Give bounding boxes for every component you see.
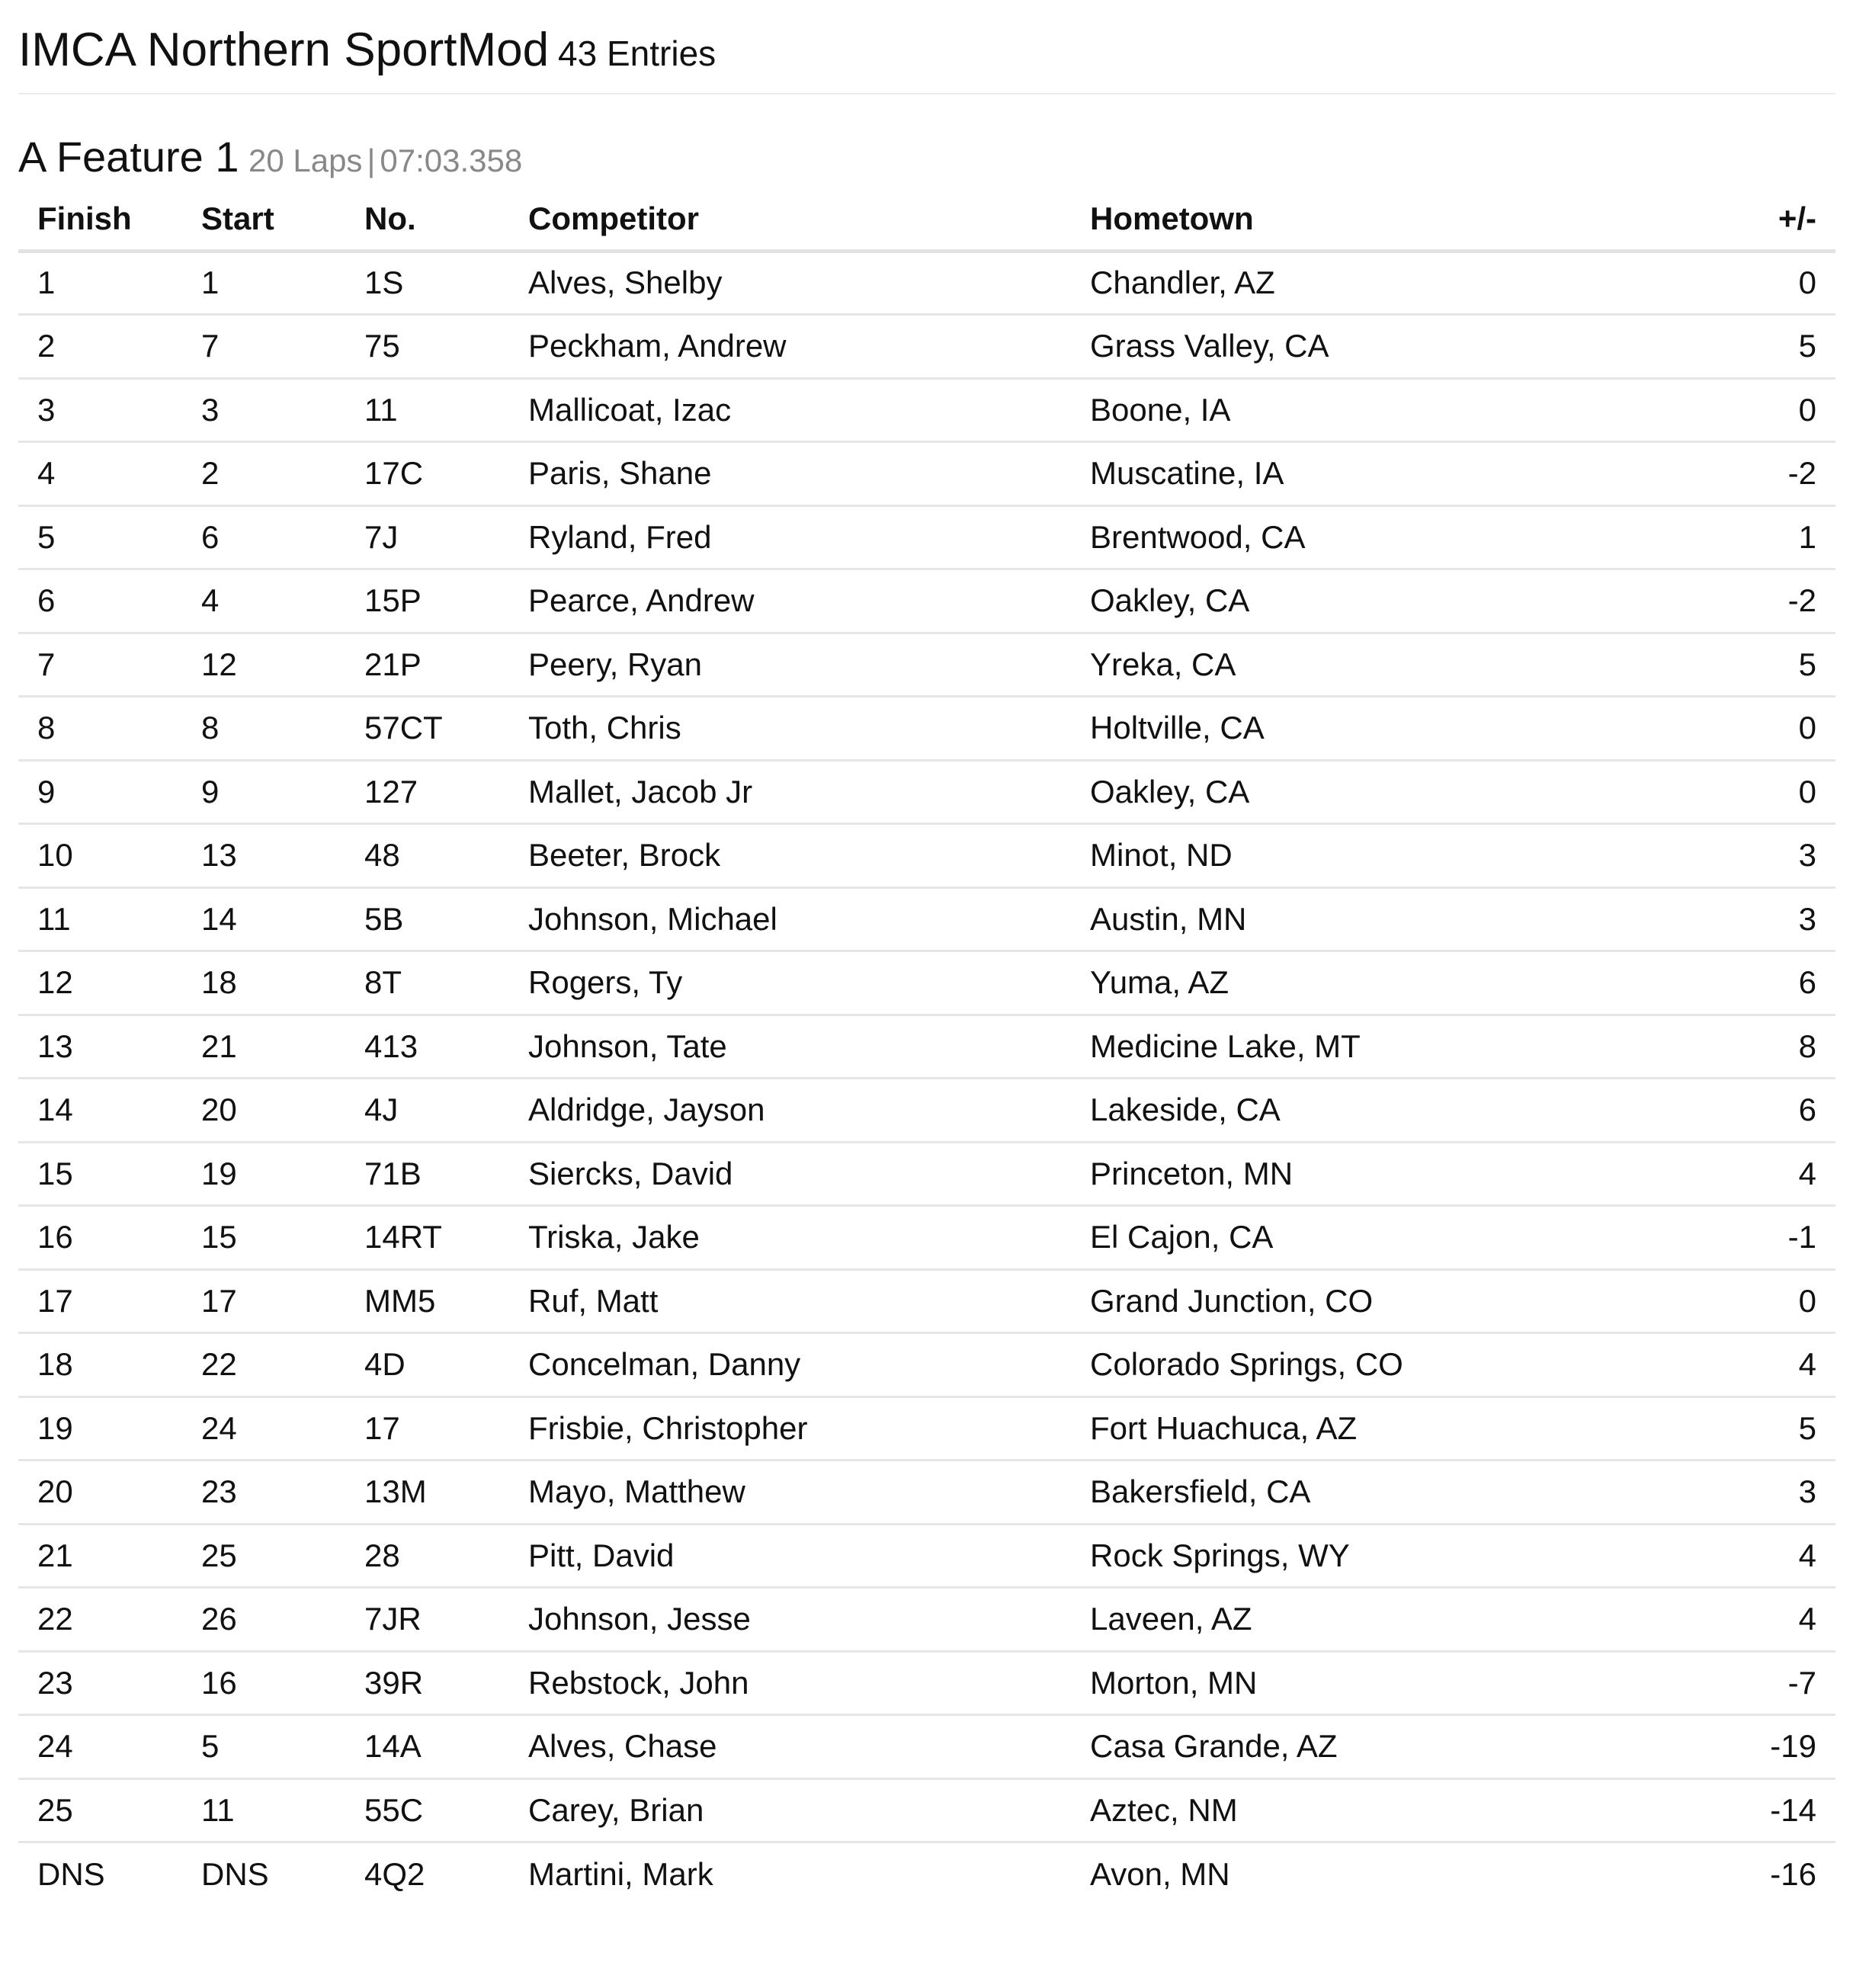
table-row <box>18 887 1835 951</box>
position-change-cell: -1 <box>1691 1206 1835 1270</box>
table-row <box>18 1142 1835 1206</box>
competitor-cell: Pearce, Andrew <box>509 569 1071 633</box>
competitor-cell: Ryland, Fred <box>509 505 1071 569</box>
car-number-cell: 8T <box>345 951 509 1015</box>
table-row <box>18 951 1835 1015</box>
competitor-cell: Paris, Shane <box>509 442 1071 506</box>
table-row <box>18 378 1835 442</box>
column-header-number: No. <box>345 188 509 251</box>
finish-cell: 23 <box>18 1651 182 1715</box>
table-row <box>18 1461 1835 1525</box>
finish-cell: 21 <box>18 1524 182 1588</box>
competitor-cell: Carey, Brian <box>509 1778 1071 1842</box>
car-number-cell: 4J <box>345 1079 509 1143</box>
event-meta <box>248 143 522 178</box>
hometown-cell: Morton, MN <box>1071 1651 1691 1715</box>
start-cell: 11 <box>182 1778 345 1842</box>
position-change-cell: -7 <box>1691 1651 1835 1715</box>
position-change-cell: 3 <box>1691 1461 1835 1525</box>
position-change-cell: 6 <box>1691 951 1835 1015</box>
finish-cell: 17 <box>18 1269 182 1333</box>
finish-cell: 19 <box>18 1396 182 1461</box>
finish-cell: 14 <box>18 1079 182 1143</box>
car-number-cell: 17C <box>345 442 509 506</box>
car-number-cell: 55C <box>345 1778 509 1842</box>
finish-cell: 24 <box>18 1715 182 1779</box>
competitor-cell: Johnson, Michael <box>509 887 1071 951</box>
hometown-cell: Casa Grande, AZ <box>1071 1715 1691 1779</box>
competitor-cell: Rebstock, John <box>509 1651 1071 1715</box>
table-row <box>18 1715 1835 1779</box>
finish-cell: 18 <box>18 1333 182 1397</box>
car-number-cell: 57CT <box>345 697 509 761</box>
car-number-cell: 13M <box>345 1461 509 1525</box>
start-cell: 7 <box>182 315 345 379</box>
competitor-cell: Concelman, Danny <box>509 1333 1071 1397</box>
start-cell: 25 <box>182 1524 345 1588</box>
table-row <box>18 1396 1835 1461</box>
car-number-cell: 413 <box>345 1015 509 1079</box>
position-change-cell: 5 <box>1691 1396 1835 1461</box>
results-header-row <box>18 188 1835 251</box>
hometown-cell: Avon, MN <box>1090 1856 1230 1892</box>
event-title: A Feature 1 <box>18 133 239 181</box>
start-cell: 21 <box>182 1015 345 1079</box>
finish-cell: DNS <box>37 1856 105 1892</box>
event-header <box>18 130 522 196</box>
car-number-cell: 39R <box>345 1651 509 1715</box>
competitor-cell: Johnson, Jesse <box>509 1588 1071 1652</box>
start-cell: 18 <box>182 951 345 1015</box>
hometown-cell: Boone, IA <box>1071 378 1691 442</box>
finish-cell: 2 <box>18 315 182 379</box>
competitor-cell: Beeter, Brock <box>509 824 1071 888</box>
table-row <box>18 1778 1835 1842</box>
position-change-cell: 4 <box>1691 1588 1835 1652</box>
finish-cell: 7 <box>18 633 182 697</box>
competitor-cell: Peery, Ryan <box>509 633 1071 697</box>
position-change-cell: -2 <box>1691 442 1835 506</box>
car-number-cell: 21P <box>345 633 509 697</box>
position-change-cell: 0 <box>1691 1269 1835 1333</box>
hometown-cell: Princeton, MN <box>1071 1142 1691 1206</box>
hometown-cell: Yreka, CA <box>1071 633 1691 697</box>
competitor-cell: Toth, Chris <box>509 697 1071 761</box>
finish-cell: 9 <box>18 760 182 824</box>
event-meta-separator: | <box>367 143 376 178</box>
class-name: IMCA Northern SportMod <box>18 24 550 76</box>
car-number-cell: 71B <box>345 1142 509 1206</box>
event-laps: 20 Laps <box>248 143 363 178</box>
car-number-cell: 28 <box>345 1524 509 1588</box>
hometown-cell: Brentwood, CA <box>1071 505 1691 569</box>
hometown-cell: Bakersfield, CA <box>1071 1461 1691 1525</box>
car-number-cell: 11 <box>345 378 509 442</box>
finish-cell: 1 <box>18 251 182 315</box>
table-row <box>18 697 1835 761</box>
finish-cell: 16 <box>18 1206 182 1270</box>
start-cell: 20 <box>182 1079 345 1143</box>
start-cell: 13 <box>182 824 345 888</box>
finish-cell: 11 <box>18 887 182 951</box>
class-header <box>18 21 1835 95</box>
car-number-cell: 15P <box>345 569 509 633</box>
position-change-cell: 6 <box>1691 1079 1835 1143</box>
position-change-cell: 4 <box>1691 1142 1835 1206</box>
position-change-cell: 8 <box>1691 1015 1835 1079</box>
position-change-cell: 4 <box>1691 1524 1835 1588</box>
competitor-cell: Martini, Mark <box>528 1856 713 1892</box>
finish-cell: 13 <box>18 1015 182 1079</box>
finish-cell: 15 <box>18 1142 182 1206</box>
competitor-cell: Peckham, Andrew <box>509 315 1071 379</box>
column-header-competitor: Competitor <box>509 188 1071 251</box>
table-row <box>18 760 1835 824</box>
position-change-cell: -2 <box>1691 569 1835 633</box>
table-row <box>18 1842 1835 1906</box>
start-cell: 5 <box>182 1715 345 1779</box>
class-title <box>18 21 1835 82</box>
car-number-cell: 17 <box>345 1396 509 1461</box>
hometown-cell: Minot, ND <box>1071 824 1691 888</box>
hometown-cell: Rock Springs, WY <box>1071 1524 1691 1588</box>
start-cell: 24 <box>182 1396 345 1461</box>
column-header-finish: Finish <box>18 188 182 251</box>
car-number-cell: 7J <box>345 505 509 569</box>
competitor-cell: Johnson, Tate <box>509 1015 1071 1079</box>
table-row <box>18 505 1835 569</box>
position-change-cell: 0 <box>1691 378 1835 442</box>
position-change-cell: 3 <box>1691 824 1835 888</box>
car-number-cell: 5B <box>345 887 509 951</box>
competitor-cell: Ruf, Matt <box>509 1269 1071 1333</box>
hometown-cell: Oakley, CA <box>1071 569 1691 633</box>
hometown-cell: Fort Huachuca, AZ <box>1071 1396 1691 1461</box>
car-number-cell: 48 <box>345 824 509 888</box>
competitor-cell: Alves, Chase <box>509 1715 1071 1779</box>
finish-cell: 3 <box>18 378 182 442</box>
position-change-cell: 0 <box>1691 251 1835 315</box>
finish-cell: 8 <box>18 697 182 761</box>
finish-cell: 6 <box>18 569 182 633</box>
car-number-cell: 14RT <box>345 1206 509 1270</box>
table-row <box>18 1269 1835 1333</box>
finish-cell: 5 <box>18 505 182 569</box>
start-cell: DNS <box>201 1856 269 1892</box>
event-time: 07:03.358 <box>380 143 523 178</box>
hometown-cell: Laveen, AZ <box>1071 1588 1691 1652</box>
position-change-cell: -19 <box>1691 1715 1835 1779</box>
finish-cell: 22 <box>18 1588 182 1652</box>
finish-cell: 4 <box>18 442 182 506</box>
competitor-cell: Siercks, David <box>509 1142 1071 1206</box>
finish-cell: 25 <box>18 1778 182 1842</box>
competitor-cell: Mayo, Matthew <box>509 1461 1071 1525</box>
hometown-cell: Medicine Lake, MT <box>1071 1015 1691 1079</box>
table-row <box>18 1015 1835 1079</box>
table-row <box>18 1206 1835 1270</box>
table-row <box>18 1588 1835 1652</box>
position-change-cell: 5 <box>1691 633 1835 697</box>
table-row <box>18 1333 1835 1397</box>
start-cell: 4 <box>182 569 345 633</box>
entries-count: 43 Entries <box>558 34 717 73</box>
start-cell: 23 <box>182 1461 345 1525</box>
car-number-cell: MM5 <box>345 1269 509 1333</box>
position-change-cell: -14 <box>1691 1778 1835 1842</box>
column-header-hometown: Hometown <box>1071 188 1691 251</box>
competitor-cell: Triska, Jake <box>509 1206 1071 1270</box>
table-row <box>18 1079 1835 1143</box>
finish-cell: 20 <box>18 1461 182 1525</box>
competitor-cell: Alves, Shelby <box>509 251 1071 315</box>
results-body <box>18 251 1835 1906</box>
position-change-cell: 4 <box>1691 1333 1835 1397</box>
finish-cell: 10 <box>18 824 182 888</box>
hometown-cell: Oakley, CA <box>1071 760 1691 824</box>
car-number-cell: 4D <box>345 1333 509 1397</box>
start-cell: 8 <box>182 697 345 761</box>
start-cell: 16 <box>182 1651 345 1715</box>
start-cell: 12 <box>182 633 345 697</box>
position-change-cell: 0 <box>1691 760 1835 824</box>
hometown-cell: Yuma, AZ <box>1071 951 1691 1015</box>
results-table <box>18 188 1835 1906</box>
hometown-cell: Lakeside, CA <box>1071 1079 1691 1143</box>
start-cell: 17 <box>182 1269 345 1333</box>
start-cell: 26 <box>182 1588 345 1652</box>
position-change-cell: 5 <box>1691 315 1835 379</box>
table-row <box>18 824 1835 888</box>
table-row <box>18 633 1835 697</box>
start-cell: 9 <box>182 760 345 824</box>
car-number-cell: 127 <box>345 760 509 824</box>
start-cell: 15 <box>182 1206 345 1270</box>
table-row <box>18 1524 1835 1588</box>
hometown-cell: Austin, MN <box>1071 887 1691 951</box>
hometown-cell: Muscatine, IA <box>1071 442 1691 506</box>
start-cell: 14 <box>182 887 345 951</box>
table-row <box>18 569 1835 633</box>
start-cell: 3 <box>182 378 345 442</box>
hometown-cell: Aztec, NM <box>1071 1778 1691 1842</box>
car-number-cell: 4Q2 <box>364 1856 425 1892</box>
hometown-cell: El Cajon, CA <box>1071 1206 1691 1270</box>
finish-cell: 12 <box>18 951 182 1015</box>
table-row <box>18 251 1835 315</box>
car-number-cell: 7JR <box>345 1588 509 1652</box>
competitor-cell: Mallet, Jacob Jr <box>509 760 1071 824</box>
start-cell: 2 <box>182 442 345 506</box>
competitor-cell: Aldridge, Jayson <box>509 1079 1071 1143</box>
car-number-cell: 1S <box>345 251 509 315</box>
column-header-position-change: +/- <box>1691 188 1835 251</box>
hometown-cell: Chandler, AZ <box>1071 251 1691 315</box>
position-change-cell: -16 <box>1770 1856 1816 1892</box>
car-number-cell: 75 <box>345 315 509 379</box>
hometown-cell: Colorado Springs, CO <box>1071 1333 1691 1397</box>
competitor-cell: Rogers, Ty <box>509 951 1071 1015</box>
position-change-cell: 1 <box>1691 505 1835 569</box>
column-header-start: Start <box>182 188 345 251</box>
hometown-cell: Grand Junction, CO <box>1071 1269 1691 1333</box>
hometown-cell: Grass Valley, CA <box>1071 315 1691 379</box>
competitor-cell: Frisbie, Christopher <box>509 1396 1071 1461</box>
hometown-cell: Holtville, CA <box>1071 697 1691 761</box>
position-change-cell: 3 <box>1691 887 1835 951</box>
start-cell: 19 <box>182 1142 345 1206</box>
table-row <box>18 1651 1835 1715</box>
start-cell: 6 <box>182 505 345 569</box>
table-row <box>18 442 1835 506</box>
start-cell: 22 <box>182 1333 345 1397</box>
start-cell: 1 <box>182 251 345 315</box>
table-row <box>18 315 1835 379</box>
competitor-cell: Mallicoat, Izac <box>509 378 1071 442</box>
competitor-cell: Pitt, David <box>509 1524 1071 1588</box>
car-number-cell: 14A <box>345 1715 509 1779</box>
position-change-cell: 0 <box>1691 697 1835 761</box>
